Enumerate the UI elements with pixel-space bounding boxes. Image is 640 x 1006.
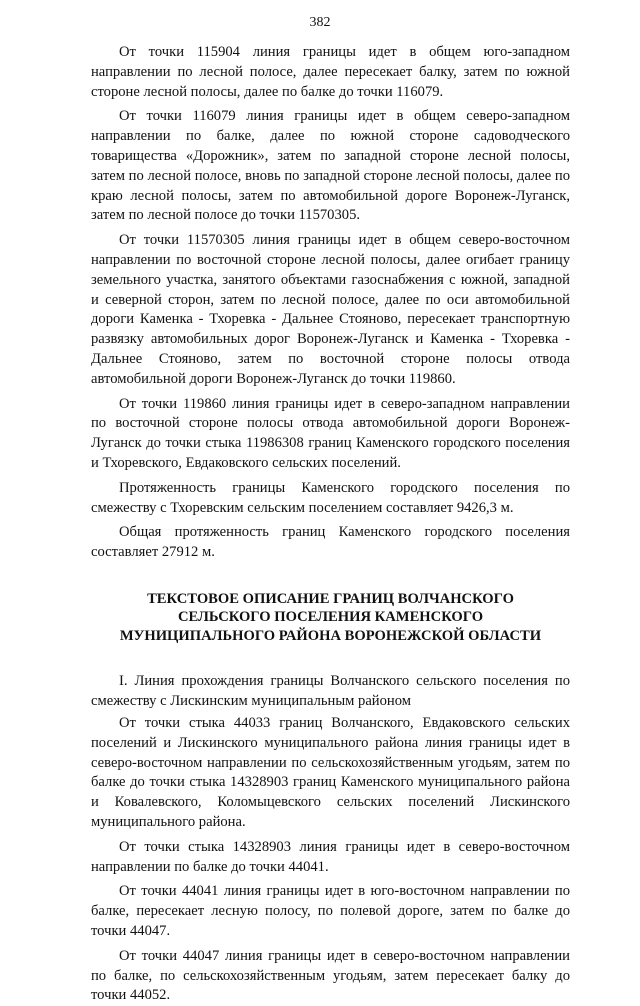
paragraph: От точки 116079 линия границы идет в общем северо-западном направлении по балке, далее по южной стороне садоводческого товарищества «Дорожник», затем по западной стороне лесной полосы, затем по лесной полосе, вновь по западной стороне лесной полосы, далее по краю лесной полосы, затем по автомобильной дороге Воронеж-Луганск, затем по лесной полосе до точки 11570305. xyxy=(91,108,570,224)
paragraph: Протяженность границы Каменского городского поселения по смежеству с Тхоревским сельским поселением составляет 9426,3 м. xyxy=(91,479,570,516)
paragraph: От точки 44047 линия границы идет в северо-восточном направлении по балке, по сельскохозяйственным угодьям, затем пересекает балку до точки 44052. xyxy=(91,947,570,1004)
paragraph: От точки 11570305 линия границы идет в общем северо-восточном направлении по восточной стороне лесной полосы, далее огибает границу земельного участка, занятого объектами газоснабжения с южной, западной и северной сторон, затем по лесной полосе, далее по оси автомобильной дороги Каменка - Тхоревка - Дальнее Стояново, пересекает транспортную развязку автомобильных дорог Воронеж-Луганск и Каменка - Тхоревка - Дальнее Стояново, затем по восточной стороне полосы отвода автомобильной дороги Воронеж-Луганск до точки 119860. xyxy=(91,232,570,387)
section-title xyxy=(91,590,570,646)
paragraph: От точки стыка 14328903 линия границы идет в северо-восточном направлении по балке до точки 44041. xyxy=(91,838,570,875)
section-title-line: СЕЛЬСКОГО ПОСЕЛЕНИЯ КАМЕНСКОГО xyxy=(177,609,484,626)
paragraph: От точки 119860 линия границы идет в северо-западном направлении по восточной стороне полосы отвода автомобильной дороги Воронеж-Луганск до точки стыка 11986308 границ Каменского городского поселения и Тхоревского, Евдаковского сельских поселений. xyxy=(91,395,570,471)
paragraph: Общая протяженность границ Каменского городского поселения составляет 27912 м. xyxy=(91,524,570,561)
section-title-line: МУНИЦИПАЛЬНОГО РАЙОНА ВОРОНЕЖСКОЙ ОБЛАСТИ xyxy=(119,627,542,644)
paragraph: От точки 115904 линия границы идет в общем юго-западном направлении по лесной полосе, далее пересекает балку, затем по южной стороне лесной полосы, далее по балке до точки 116079. xyxy=(91,44,570,100)
document-body xyxy=(91,43,570,1006)
paragraph: От точки 44041 линия границы идет в юго-восточном направлении по балке, пересекает лесную полосу, по полевой дороге, затем по балке до точки 44047. xyxy=(91,883,570,939)
page-number: 382 xyxy=(309,15,331,30)
subsection-heading: I. Линия прохождения границы Волчанского сельского поселения по смежеству с Лискинским муниципальным районом xyxy=(91,673,570,710)
paragraph: От точки стыка 44033 границ Волчанского, Евдаковского сельских поселений и Лискинского муниципального района линия границы идет в северо-восточном направлении по сельскохозяйственным угодьям, затем по балке до точки стыка 14328903 границ Каменского муниципального района и Ковалевского, Коломыцевского сельских поселений Лискинского муниципального района. xyxy=(91,715,570,830)
section-title-line: ТЕКСТОВОЕ ОПИСАНИЕ ГРАНИЦ ВОЛЧАНСКОГО xyxy=(147,590,514,607)
